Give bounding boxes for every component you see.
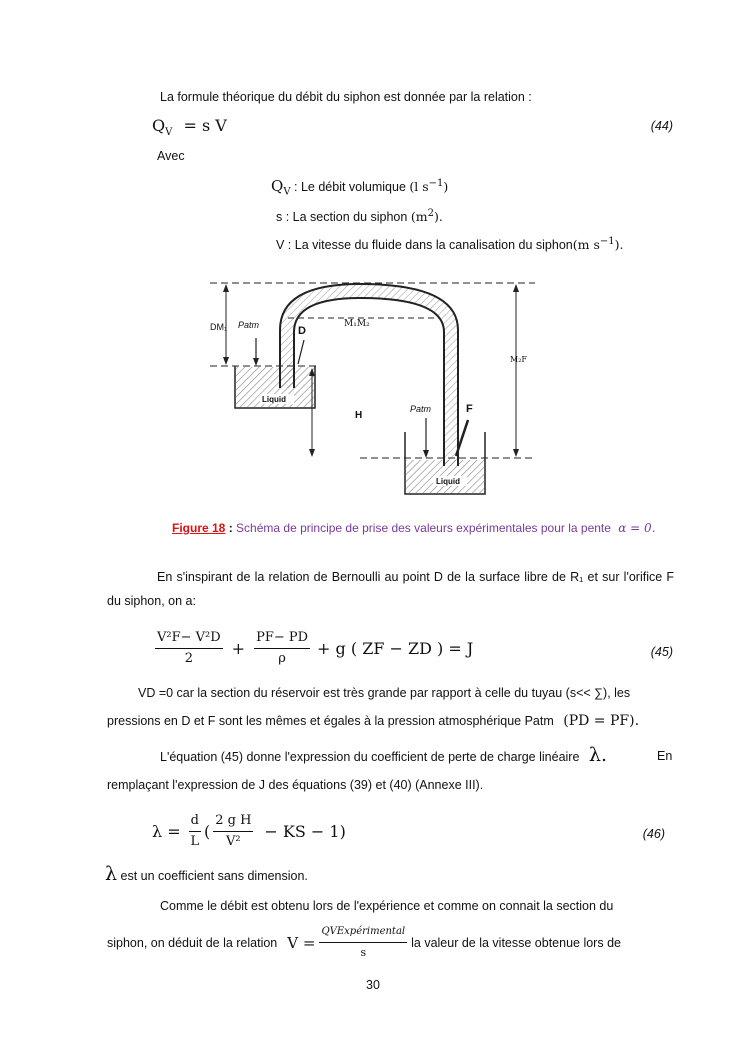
figure-caption — [172, 521, 656, 535]
eq44-lhs: Q — [152, 116, 166, 135]
para2-line2-math: (PD = PF). — [563, 713, 640, 729]
label-h: H — [355, 410, 363, 421]
avec-text: Avec — [157, 149, 185, 163]
label-liquid-2: Liquid — [436, 477, 460, 486]
label-m1m2: M₁M₂ — [344, 319, 370, 329]
def-v-unit-end: ). — [614, 237, 624, 253]
label-dm1: DM₁ — [210, 322, 228, 332]
paragraph-debit-line2 — [107, 924, 674, 961]
para3-lambda: λ. — [588, 744, 607, 766]
def-qv-unit-exp: −1 — [428, 178, 444, 189]
label-patm-2: Patm — [410, 404, 432, 414]
siphon-tube-hatch-left — [281, 330, 293, 388]
para4-eq-den: s — [360, 946, 367, 959]
eq46-lhs: λ = — [152, 822, 181, 841]
eq46-open: ( — [203, 822, 211, 841]
para3-line1-text: L'équation (45) donne l'expression du coefficient de perte de charge linéaire — [160, 750, 580, 764]
paragraph-eq45-line1 — [160, 744, 613, 766]
def-s-text: s : La section du siphon — [276, 210, 408, 225]
caption-math: α = 0. — [618, 521, 656, 535]
eq46-frac1-num: d — [189, 813, 201, 832]
para3-line1-en: En — [657, 749, 673, 763]
paragraph-bernoulli: En s'inspirant de la relation de Bernoulli au point D de la surface libre de R₁ et sur l'orifice F du siphon, on a: — [107, 570, 674, 608]
def-qv-text: : Le débit volumique — [294, 180, 406, 195]
label-patm-1: Patm — [238, 320, 260, 330]
para4-eq-num: QVExpérimental — [319, 924, 407, 943]
def-s-unit-end: ). — [433, 209, 443, 225]
def-s-unit-exp: 2 — [427, 208, 434, 219]
def-v-unit: (m s — [572, 237, 600, 253]
eq44-number: (44) — [650, 119, 673, 133]
para4-eq-lhs: V = — [287, 933, 316, 952]
caption-text: Schéma de principe de prise des valeurs expérimentales pour la pente — [232, 521, 611, 535]
eq44-rhs: = s V — [183, 116, 227, 135]
eq46-frac2-num: 2 g H — [213, 813, 253, 832]
equation-44 — [152, 116, 227, 138]
para4-line2-text-b: la valeur de la vitesse obtenue lors de — [411, 935, 621, 950]
def-qv-unit: (l s — [409, 179, 429, 195]
eq45-plus: + — [231, 639, 246, 658]
def-s — [276, 206, 443, 225]
lambda-note-symbol: λ — [105, 863, 118, 885]
eq45-frac2-num: PF− PD — [254, 630, 310, 649]
eq45-frac2-den: ρ — [278, 651, 286, 666]
label-m2f: M₂F — [510, 355, 527, 364]
eq45-frac1-den: 2 — [184, 651, 193, 666]
eq45-frac1-num: V²F− V²D — [155, 630, 223, 649]
def-v — [276, 234, 623, 253]
eq46-number: (46) — [642, 827, 665, 841]
eq46-frac2-den: V² — [226, 834, 241, 849]
eq45-number: (45) — [650, 645, 673, 659]
intro-text: La formule théorique du débit du siphon est donnée par la relation : — [160, 90, 532, 104]
def-v-unit-exp: −1 — [599, 236, 615, 247]
paragraph-vd-line2 — [107, 713, 639, 729]
paragraph-vd-line1: VD =0 car la section du réservoir est très grande par rapport à celle du tuyau (s<< ∑), les — [138, 686, 631, 700]
lambda-note-text: est un coefficient sans dimension. — [120, 869, 308, 883]
page-number: 30 — [366, 978, 380, 992]
equation-45 — [152, 630, 473, 667]
eq44-lhs-sub: V — [165, 127, 173, 139]
para2-line2-text: pressions en D et F sont les mêmes et égales à la pression atmosphérique Patm — [107, 714, 554, 728]
siphon-diagram — [200, 270, 545, 502]
def-qv-sub: V — [283, 186, 291, 198]
def-qv-symbol: Q — [271, 177, 284, 196]
def-v-text: V : La vitesse du fluide dans la canalisation du siphon — [276, 238, 573, 253]
caption-colon: : — [225, 521, 233, 535]
label-liquid-1: Liquid — [262, 395, 286, 404]
equation-46 — [152, 813, 346, 850]
para4-line2-text-a: siphon, on déduit de la relation — [107, 935, 278, 950]
def-s-unit: (m — [410, 209, 428, 225]
eq45-rest: + g ( ZF − ZD ) = J — [317, 639, 474, 658]
eq46-frac1-den: L — [190, 834, 200, 849]
siphon-tube-hatch-right — [445, 330, 457, 466]
def-qv — [271, 176, 448, 201]
eq46-rest: − KS − 1) — [264, 822, 346, 841]
label-d: D — [298, 325, 306, 337]
paragraph-eq45-line2: remplaçant l'expression de J des équations (39) et (40) (Annexe III). — [107, 778, 484, 792]
lambda-note — [105, 863, 308, 885]
caption-label: Figure 18 — [172, 521, 226, 535]
def-qv-unit-end: ) — [443, 179, 449, 195]
paragraph-debit-line1: Comme le débit est obtenu lors de l'expérience et comme on connait la section du — [160, 899, 614, 913]
label-f: F — [466, 403, 473, 415]
